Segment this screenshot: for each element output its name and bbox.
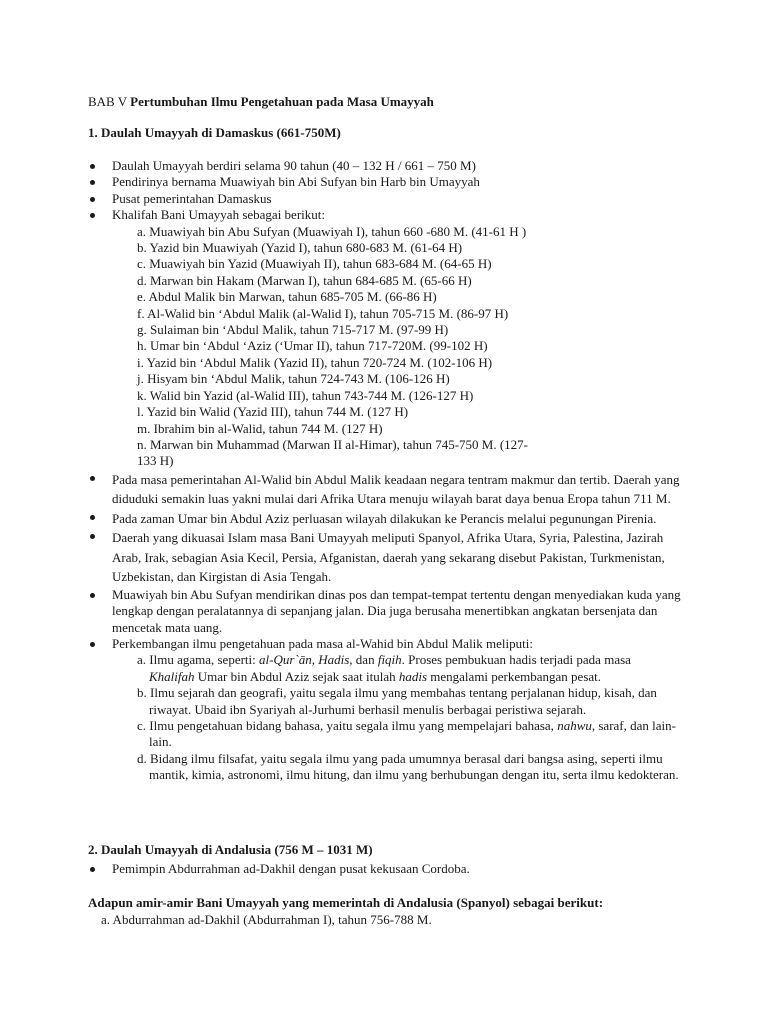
section1-heading: 1. Daulah Umayyah di Damaskus (661-750M) bbox=[88, 125, 341, 140]
italic-term: al-Qur`ān, Hadis bbox=[259, 652, 350, 668]
caliph-item: 133 H) bbox=[137, 453, 174, 469]
list-item: Muawiyah bin Abu Sufyan mendirikan dinas pos dan tempat-tempat tertentu dengan menyediakan kuda yang lengkap dengan peralatannya di sepanjang jalan. Dia juga berusaha menertibkan angkatan bersenjata dan mencetak mata uang. bbox=[88, 587, 688, 636]
caliph-item: e. Abdul Malik bin Marwan, tahun 685-705 M. (66-86 H) bbox=[137, 289, 437, 305]
caliph-item: m. Ibrahim bin al-Walid, tahun 744 M. (127 H) bbox=[137, 420, 383, 436]
list-item: Pada masa pemerintahan Al-Walid bin Abdul Malik keadaan negara tentram makmur dan tertib. Daerah yang diduduki semakin luas yakni mulai dari Afrika Utara menuju wilayah barat daya benua Eropa tahun 711 M. bbox=[88, 470, 688, 509]
list-item: Daulah Umayyah berdiri selama 90 tahun (40 – 132 H / 661 – 750 M) bbox=[88, 158, 688, 174]
list-item bbox=[88, 207, 688, 470]
chapter-title bbox=[88, 94, 434, 110]
knowledge-intro: Perkembangan ilmu pengetahuan pada masa al-Wahid bin Abdul Malik meliputi: bbox=[112, 635, 533, 651]
section2-list bbox=[88, 861, 688, 877]
list-item: Pada zaman Umar bin Abdul Aziz perluasan wilayah dilakukan ke Perancis melalui pegunungan Pirenia. bbox=[88, 509, 688, 529]
list-item: Pusat pemerintahan Damaskus bbox=[88, 191, 688, 207]
caliph-list bbox=[112, 224, 688, 470]
list-item: Pendirinya bernama Muawiyah bin Abi Sufyan bin Harb bin Umayyah bbox=[88, 174, 688, 190]
section1-list bbox=[88, 158, 688, 784]
amir-item: a. Abdurrahman ad-Dakhil (Abdurrahman I), tahun 756-788 M. bbox=[101, 912, 432, 927]
caliph-intro: Khalifah Bani Umayyah sebagai berikut: bbox=[112, 207, 325, 223]
caliph-item: l. Yazid bin Walid (Yazid III), tahun 744 M. (127 H) bbox=[137, 404, 409, 420]
caliph-item: k. Walid bin Yazid (al-Walid III), tahun 743-744 M. (126-127 H) bbox=[137, 387, 474, 403]
italic-term: hadis bbox=[398, 668, 428, 684]
caliph-item: c. Muawiyah bin Yazid (Muawiyah II), tahun 683-684 M. (64-65 H) bbox=[137, 256, 492, 272]
caliph-item: a. Muawiyah bin Abu Sufyan (Muawiyah I), tahun 660 -680 M. (41-61 H ) bbox=[137, 223, 527, 239]
text-span: c. Ilmu pengetahuan bidang bahasa, yaitu segala ilmu yang mempelajari bahasa, bbox=[137, 717, 558, 733]
caliph-item: b. Yazid bin Muawiyah (Yazid I), tahun 680-683 M. (61-64 H) bbox=[137, 240, 463, 256]
caliph-item: n. Marwan bin Muhammad (Marwan II al-Himar), tahun 745-750 M. (127- bbox=[137, 436, 528, 452]
knowledge-item-d: d. Bidang ilmu filsafat, yaitu segala ilmu yang pada umumnya berasal dari bangsa asing, seperti ilmu mantik, kimia, astronomi, ilmu hitung, dan ilmu yang berhubungan dengan itu, serta ilmu kedokteran. bbox=[137, 750, 679, 783]
continuation-line bbox=[137, 669, 688, 685]
italic-term: Khalifah bbox=[149, 668, 195, 684]
italic-term: nahwu bbox=[557, 717, 592, 733]
text-span: mengalami perkembangan pesat. bbox=[427, 668, 602, 684]
text-span: , saraf, dan lain-lain. bbox=[149, 717, 676, 750]
text-span: a. Ilmu agama, seperti: bbox=[137, 652, 260, 668]
section2-heading: 2. Daulah Umayyah di Andalusia (756 M – 1031 M) bbox=[88, 842, 373, 857]
list-item bbox=[88, 636, 688, 784]
knowledge-list bbox=[112, 652, 688, 783]
caliph-item: i. Yazid bin ‘Abdul Malik (Yazid II), tahun 720-724 M. (102-106 H) bbox=[137, 354, 493, 370]
caliph-item: h. Umar bin ‘Abdul ‘Aziz (‘Umar II), tahun 717-720M. (99-102 H) bbox=[137, 338, 488, 354]
italic-term: fiqih bbox=[377, 652, 402, 668]
text-span: . Proses pembukuan hadis terjadi pada masa bbox=[401, 652, 631, 668]
text-span: , dan bbox=[349, 652, 378, 668]
caliph-item: f. Al-Walid bin ‘Abdul Malik (al-Walid I), tahun 705-715 M. (86-97 H) bbox=[137, 305, 509, 321]
list-item: Daerah yang dikuasai Islam masa Bani Umayyah meliputi Spanyol, Afrika Utara, Syria, Palestina, Jazirah Arab, Irak, sebagian Asia Kecil, Persia, Afganistan, daerah yang sekarang disebut Pakistan, Turkmenistan, Uzbekistan, dan Kirgistan di Asia Tengah. bbox=[88, 528, 688, 587]
knowledge-item-a bbox=[137, 652, 688, 685]
caliph-item: d. Marwan bin Hakam (Marwan I), tahun 684-685 M. (65-66 H) bbox=[137, 272, 472, 288]
chapter-title-text: Pertumbuhan Ilmu Pengetahuan pada Masa Umayyah bbox=[130, 94, 434, 109]
knowledge-item-c bbox=[137, 718, 688, 751]
amir-heading: Adapun amir-amir Bani Umayyah yang memerintah di Andalusia (Spanyol) sebagai berikut: bbox=[88, 895, 604, 910]
knowledge-item-b: b. Ilmu sejarah dan geografi, yaitu segala ilmu yang membahas tentang perjalanan hidup, kisah, dan riwayat. Ubaid ibn Syariyah al-Jurhumi berhasil menulis berbagai peristiwa sejarah. bbox=[137, 685, 657, 717]
chapter-prefix: BAB V bbox=[88, 94, 127, 109]
caliph-item: g. Sulaiman bin ‘Abdul Malik, tahun 715-717 M. (97-99 H) bbox=[137, 322, 449, 338]
caliph-item: j. Hisyam bin ‘Abdul Malik, tahun 724-743 M. (106-126 H) bbox=[137, 371, 450, 387]
text-span: Umar bin Abdul Aziz sejak saat itulah bbox=[194, 668, 399, 684]
list-item: Pemimpin Abdurrahman ad-Dakhil dengan pusat kekusaan Cordoba. bbox=[88, 861, 688, 877]
